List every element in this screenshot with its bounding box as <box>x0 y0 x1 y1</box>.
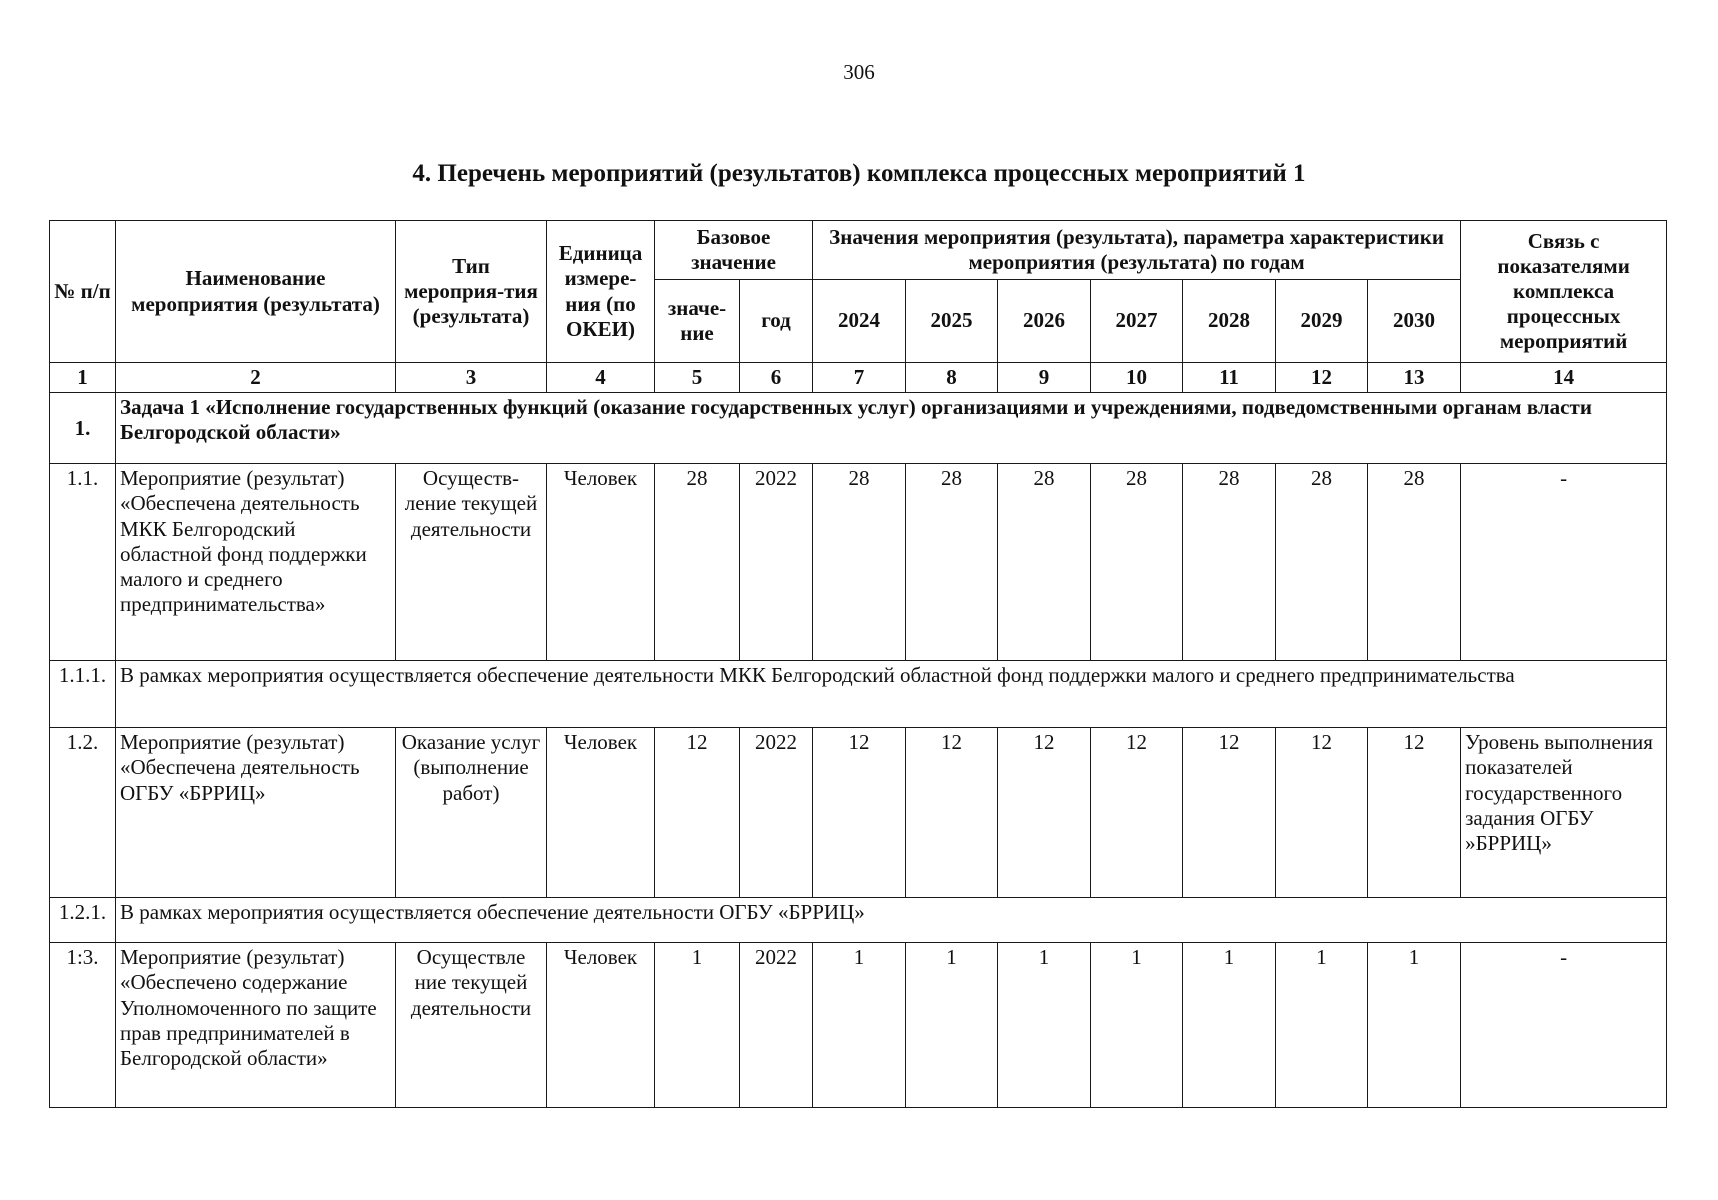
activity-name: Мероприятие (результат) «Обеспечена деятельность МКК Белгородский областной фонд поддержки малого и среднего предпринимательства» <box>116 464 396 661</box>
header-year: 2026 <box>998 280 1091 363</box>
year-value: 1 <box>1183 943 1276 1108</box>
header-year: 2027 <box>1091 280 1183 363</box>
activity-unit: Человек <box>547 943 655 1108</box>
header-base: Базовое значение <box>655 221 813 280</box>
year-value: 1 <box>1368 943 1461 1108</box>
year-value: 12 <box>998 728 1091 898</box>
base-value: 28 <box>655 464 740 661</box>
activity-type: Оказание услуг (выполнение работ) <box>396 728 547 898</box>
activity-description: В рамках мероприятия осуществляется обеспечение деятельности МКК Белгородский областной фонд поддержки малого и среднего предпринимательства <box>116 661 1667 728</box>
header-num: № п/п <box>50 221 116 363</box>
header-year: 2030 <box>1368 280 1461 363</box>
task-number: 1. <box>50 393 116 464</box>
year-value: 28 <box>1368 464 1461 661</box>
year-value: 28 <box>813 464 906 661</box>
activity-unit: Человек <box>547 728 655 898</box>
year-value: 1 <box>1276 943 1368 1108</box>
document-title: 4. Перечень мероприятий (результатов) комплекса процессных мероприятий 1 <box>412 160 1306 187</box>
column-number: 2 <box>116 363 396 393</box>
activity-type: Осуществле ние текущей деятельности <box>396 943 547 1108</box>
column-number: 13 <box>1368 363 1461 393</box>
year-value: 1 <box>1091 943 1183 1108</box>
header-unit: Единица измере-ния (по ОКЕИ) <box>547 221 655 363</box>
column-number: 10 <box>1091 363 1183 393</box>
row-number: 1:3. <box>50 943 116 1108</box>
year-value: 28 <box>1183 464 1276 661</box>
column-number: 11 <box>1183 363 1276 393</box>
year-value: 12 <box>813 728 906 898</box>
base-year: 2022 <box>740 464 813 661</box>
year-value: 1 <box>906 943 998 1108</box>
base-year: 2022 <box>740 728 813 898</box>
header-year: 2028 <box>1183 280 1276 363</box>
row-number: 1.1. <box>50 464 116 661</box>
activity-name: Мероприятие (результат) «Обеспечена деятельность ОГБУ «БРРИЦ» <box>116 728 396 898</box>
base-value: 1 <box>655 943 740 1108</box>
header-values-by-year: Значения мероприятия (результата), параметра характеристики мероприятия (результата) по годам <box>813 221 1461 280</box>
column-number: 8 <box>906 363 998 393</box>
year-value: 1 <box>998 943 1091 1108</box>
row-number: 1.2.1. <box>50 898 116 943</box>
year-value: 1 <box>813 943 906 1108</box>
column-number: 4 <box>547 363 655 393</box>
task-row <box>50 393 1667 464</box>
year-value: 12 <box>1091 728 1183 898</box>
table-row <box>50 943 1667 1108</box>
year-value: 28 <box>1276 464 1368 661</box>
activity-name: Мероприятие (результат) «Обеспечено содержание Уполномоченного по защите прав предпринимателей в Белгородской области» <box>116 943 396 1108</box>
year-value: 12 <box>906 728 998 898</box>
column-number: 12 <box>1276 363 1368 393</box>
table-row-description <box>50 661 1667 728</box>
base-value: 12 <box>655 728 740 898</box>
indicator-link: Уровень выполнения показателей государственного задания ОГБУ »БРРИЦ» <box>1461 728 1667 898</box>
activity-description: В рамках мероприятия осуществляется обеспечение деятельности ОГБУ «БРРИЦ» <box>116 898 1667 943</box>
header-link: Связь с показателями комплекса процессных мероприятий <box>1461 221 1667 363</box>
column-number: 1 <box>50 363 116 393</box>
column-number: 6 <box>740 363 813 393</box>
indicator-link: - <box>1461 464 1667 661</box>
header-row-1 <box>50 221 1667 280</box>
header-year: 2025 <box>906 280 998 363</box>
page-number: 306 <box>843 60 875 84</box>
table-row <box>50 464 1667 661</box>
header-year: 2024 <box>813 280 906 363</box>
year-value: 28 <box>906 464 998 661</box>
activity-unit: Человек <box>547 464 655 661</box>
header-base-year: год <box>740 280 813 363</box>
column-number: 5 <box>655 363 740 393</box>
column-number-row <box>50 363 1667 393</box>
header-type: Тип мероприя-тия (результата) <box>396 221 547 363</box>
task-text: Задача 1 «Исполнение государственных функций (оказание государственных услуг) организациями и учреждениями, подведомственными органам власти Белгородской области» <box>116 393 1667 464</box>
activity-type: Осуществ-ление текущей деятельности <box>396 464 547 661</box>
table-row-description <box>50 898 1667 943</box>
year-value: 12 <box>1183 728 1276 898</box>
table-row <box>50 728 1667 898</box>
year-value: 28 <box>998 464 1091 661</box>
indicator-link: - <box>1461 943 1667 1108</box>
column-number: 3 <box>396 363 547 393</box>
header-base-value: значе-ние <box>655 280 740 363</box>
column-number: 14 <box>1461 363 1667 393</box>
column-number: 9 <box>998 363 1091 393</box>
year-value: 28 <box>1091 464 1183 661</box>
year-value: 12 <box>1368 728 1461 898</box>
row-number: 1.2. <box>50 728 116 898</box>
base-year: 2022 <box>740 943 813 1108</box>
header-year: 2029 <box>1276 280 1368 363</box>
year-value: 12 <box>1276 728 1368 898</box>
column-number: 7 <box>813 363 906 393</box>
activities-table <box>49 220 1667 1108</box>
row-number: 1.1.1. <box>50 661 116 728</box>
header-name: Наименование мероприятия (результата) <box>116 221 396 363</box>
